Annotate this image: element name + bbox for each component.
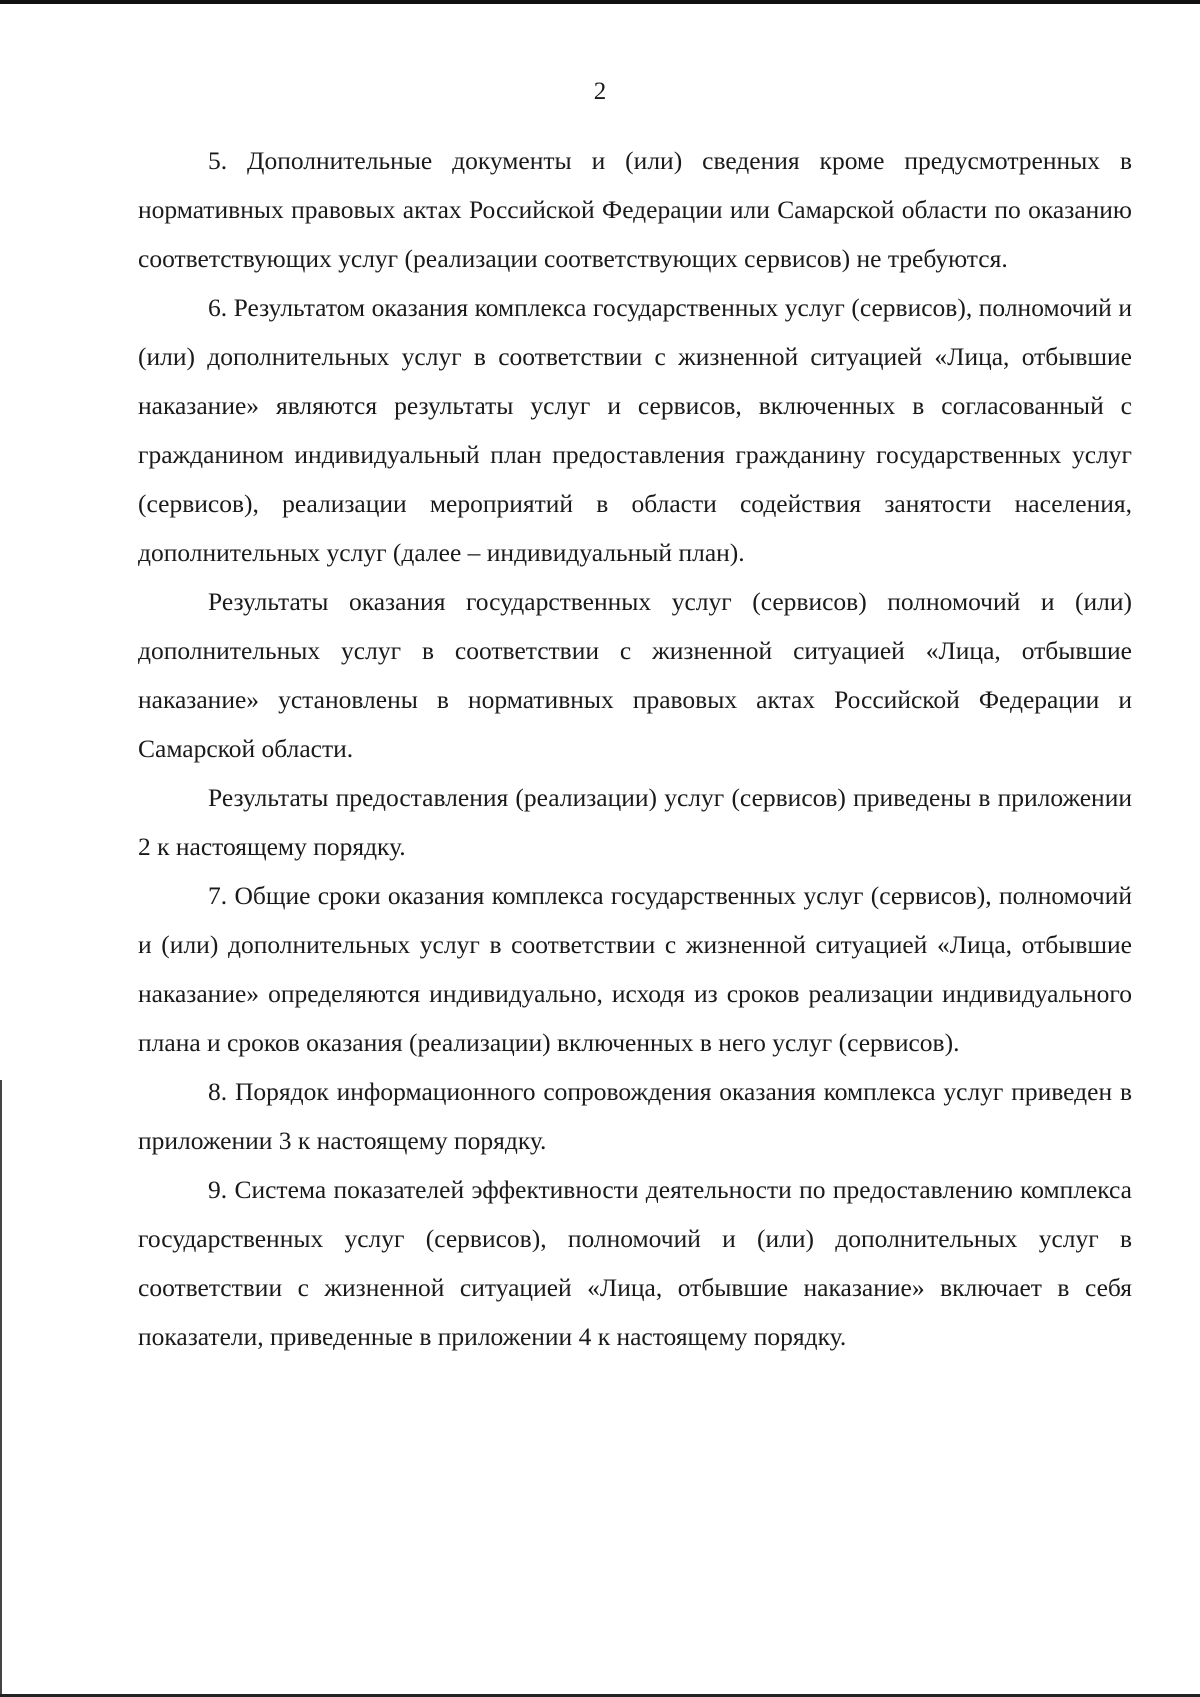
page-number: 2 — [593, 78, 607, 105]
paragraph-7: 7. Общие сроки оказания комплекса государственных услуг (сервисов), полномочий и (или) дополнительных услуг в соответствии с жизненной ситуацией «Лица, отбывшие наказание» определяются индивидуально, исходя из сроков реализации индивидуального плана и сроков оказания (реализации) включенных в него услуг (сервисов). — [138, 881, 1132, 1057]
paragraph-results-appendix-2: Результаты предоставления (реализации) услуг (сервисов) приведены в приложении 2 к настоящему порядку. — [138, 783, 1132, 861]
scan-edge-left — [0, 1080, 2, 1697]
paragraph-results-legal-acts: Результаты оказания государственных услуг (сервисов) полномочий и (или) дополнительных услуг в соответствии с жизненной ситуацией «Лица, отбывшие наказание» установлены в нормативных правовых актах Российской Федерации и Самарской области. — [138, 587, 1132, 763]
paragraph-8: 8. Порядок информационного сопровождения оказания комплекса услуг приведен в приложении 3 к настоящему порядку. — [138, 1077, 1132, 1155]
paragraph-5: 5. Дополнительные документы и (или) сведения кроме предусмотренных в нормативных правовых актах Российской Федерации или Самарской области по оказанию соответствующих услуг (реализации соответствующих сервисов) не требуются. — [138, 146, 1132, 273]
document-body — [138, 136, 1132, 1361]
scan-edge-top — [0, 0, 1200, 4]
paragraph-9: 9. Система показателей эффективности деятельности по предоставлению комплекса государственных услуг (сервисов), полномочий и (или) дополнительных услуг в соответствии с жизненной ситуацией «Лица, отбывшие наказание» включает в себя показатели, приведенные в приложении 4 к настоящему порядку. — [138, 1175, 1132, 1351]
paragraph-6: 6. Результатом оказания комплекса государственных услуг (сервисов), полномочий и (или) дополнительных услуг в соответствии с жизненной ситуацией «Лица, отбывшие наказание» являются результаты услуг и сервисов, включенных в согласованный с гражданином индивидуальный план предоставления гражданину государственных услуг (сервисов), реализации мероприятий в области содействия занятости населения, дополнительных услуг (далее – индивидуальный план). — [138, 293, 1132, 567]
